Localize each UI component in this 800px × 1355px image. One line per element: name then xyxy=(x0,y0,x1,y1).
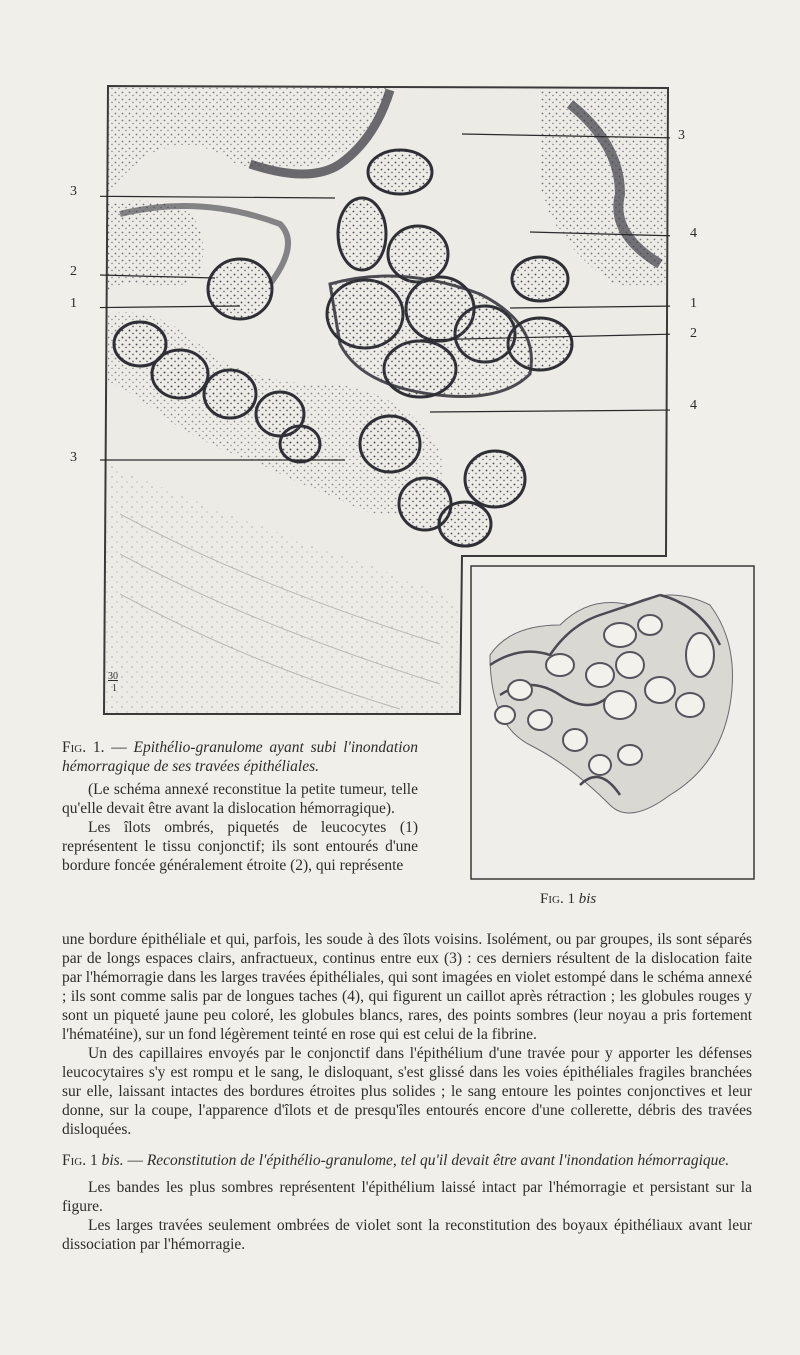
callout-label: 4 xyxy=(690,398,697,413)
figure-1-bis-description-para1: Les bandes les plus sombres représentent l'épithélium laissé intact par l'hémorragie et persistant sur la figure. xyxy=(62,1179,752,1215)
figure-1-note: (Le schéma annexé reconstitue la petite tumeur, telle qu'elle devait être avant la dislocation hémorragique). xyxy=(62,781,418,817)
figure-1-bis-illustration xyxy=(470,565,755,880)
callout-label: 3 xyxy=(678,128,685,143)
callout-label: 2 xyxy=(690,326,697,341)
body-text xyxy=(62,930,752,1254)
callout-label: 4 xyxy=(690,226,697,241)
figure-1-bis-label xyxy=(540,891,596,908)
figure-1-description-para3: Un des capillaires envoyés par le conjonctif dans l'épithélium d'une travée pour y apporter les défenses leucocytaires s'y est rompu et le sang, le disloquant, s'est glissé dans les voies épithéliales fragiles branchées sur elle, laissant intactes des bordures étroites plus solides ; le sang entoure les pointes conjonctives et leur donne, sur la coupe, l'apparence d'îlots et de presqu'îles entourés encore d'une collerette, débris des travées disloquées. xyxy=(62,1045,752,1138)
callout-label: 3 xyxy=(70,184,77,199)
figure-1-description-rest: une bordure épithéliale et qui, parfois, les soude à des îlots voisins. Isolément, ou par groupes, ils sont séparés par de longs espaces clairs, anfractueux, continus entre eux (3) : ces derniers résultent de la dislocation faite par l'hémorragie dans les larges travées épithéliales, qui sont imagées en violet estompé dans le schéma annexé ; ils sont comme salis par de longues taches (4), qui figurent un caillot après rétraction ; les globules rouges y sont un piqueté jaune peu coloré, les globules blancs, rares, des points sombres (leur noyau a pris fortement l'hématéine), sur un fond légèrement teinté en rose qui est celui de la fibrine. xyxy=(62,931,752,1043)
plate-mark-bottom: 1 xyxy=(112,683,117,694)
figure-1-caption xyxy=(62,738,418,875)
figure-1-title: Epithélio-granulome ayant subi l'inondation hémorragique de ses travées épithéliales. xyxy=(62,739,419,775)
callout-label: 1 xyxy=(690,296,697,311)
callout-label: 3 xyxy=(70,450,77,465)
figure-1-bis-caption-dash: — xyxy=(127,1152,143,1169)
figure-1-bis-caption-bis: bis. xyxy=(101,1152,124,1169)
reconstruction-drawing xyxy=(470,565,755,880)
figure-1-description-start: Les îlots ombrés, piquetés de leucocytes (1) représentent le tissu conjonctif; ils sont entourés d'une bordure foncée généralement étroite (2), qui représente xyxy=(62,819,418,874)
figure-1-bis-label-text: Fig. 1 xyxy=(540,891,575,907)
figure-1-bis-caption-title xyxy=(62,1151,752,1170)
figure-1-label: Fig. 1. — xyxy=(62,739,127,756)
figure-1-bis-caption-text: Reconstitution de l'épithélio-granulome, tel qu'il devait être avant l'inondation hémorragique. xyxy=(146,1152,730,1169)
callout-label: 2 xyxy=(70,264,77,279)
figure-1-bis-label-suffix: bis xyxy=(578,891,597,907)
figure-1-caption-title xyxy=(62,738,418,776)
figure-1-bis-description-para2: Les larges travées seulement ombrées de violet sont la reconstitution des boyaux épithéliaux avant leur dissociation par l'hémorragie. xyxy=(62,1217,752,1253)
figure-1-bis-caption-label: Fig. 1 xyxy=(62,1152,98,1169)
plate-mark-top: 30 xyxy=(108,671,118,682)
callout-label: 1 xyxy=(70,296,77,311)
